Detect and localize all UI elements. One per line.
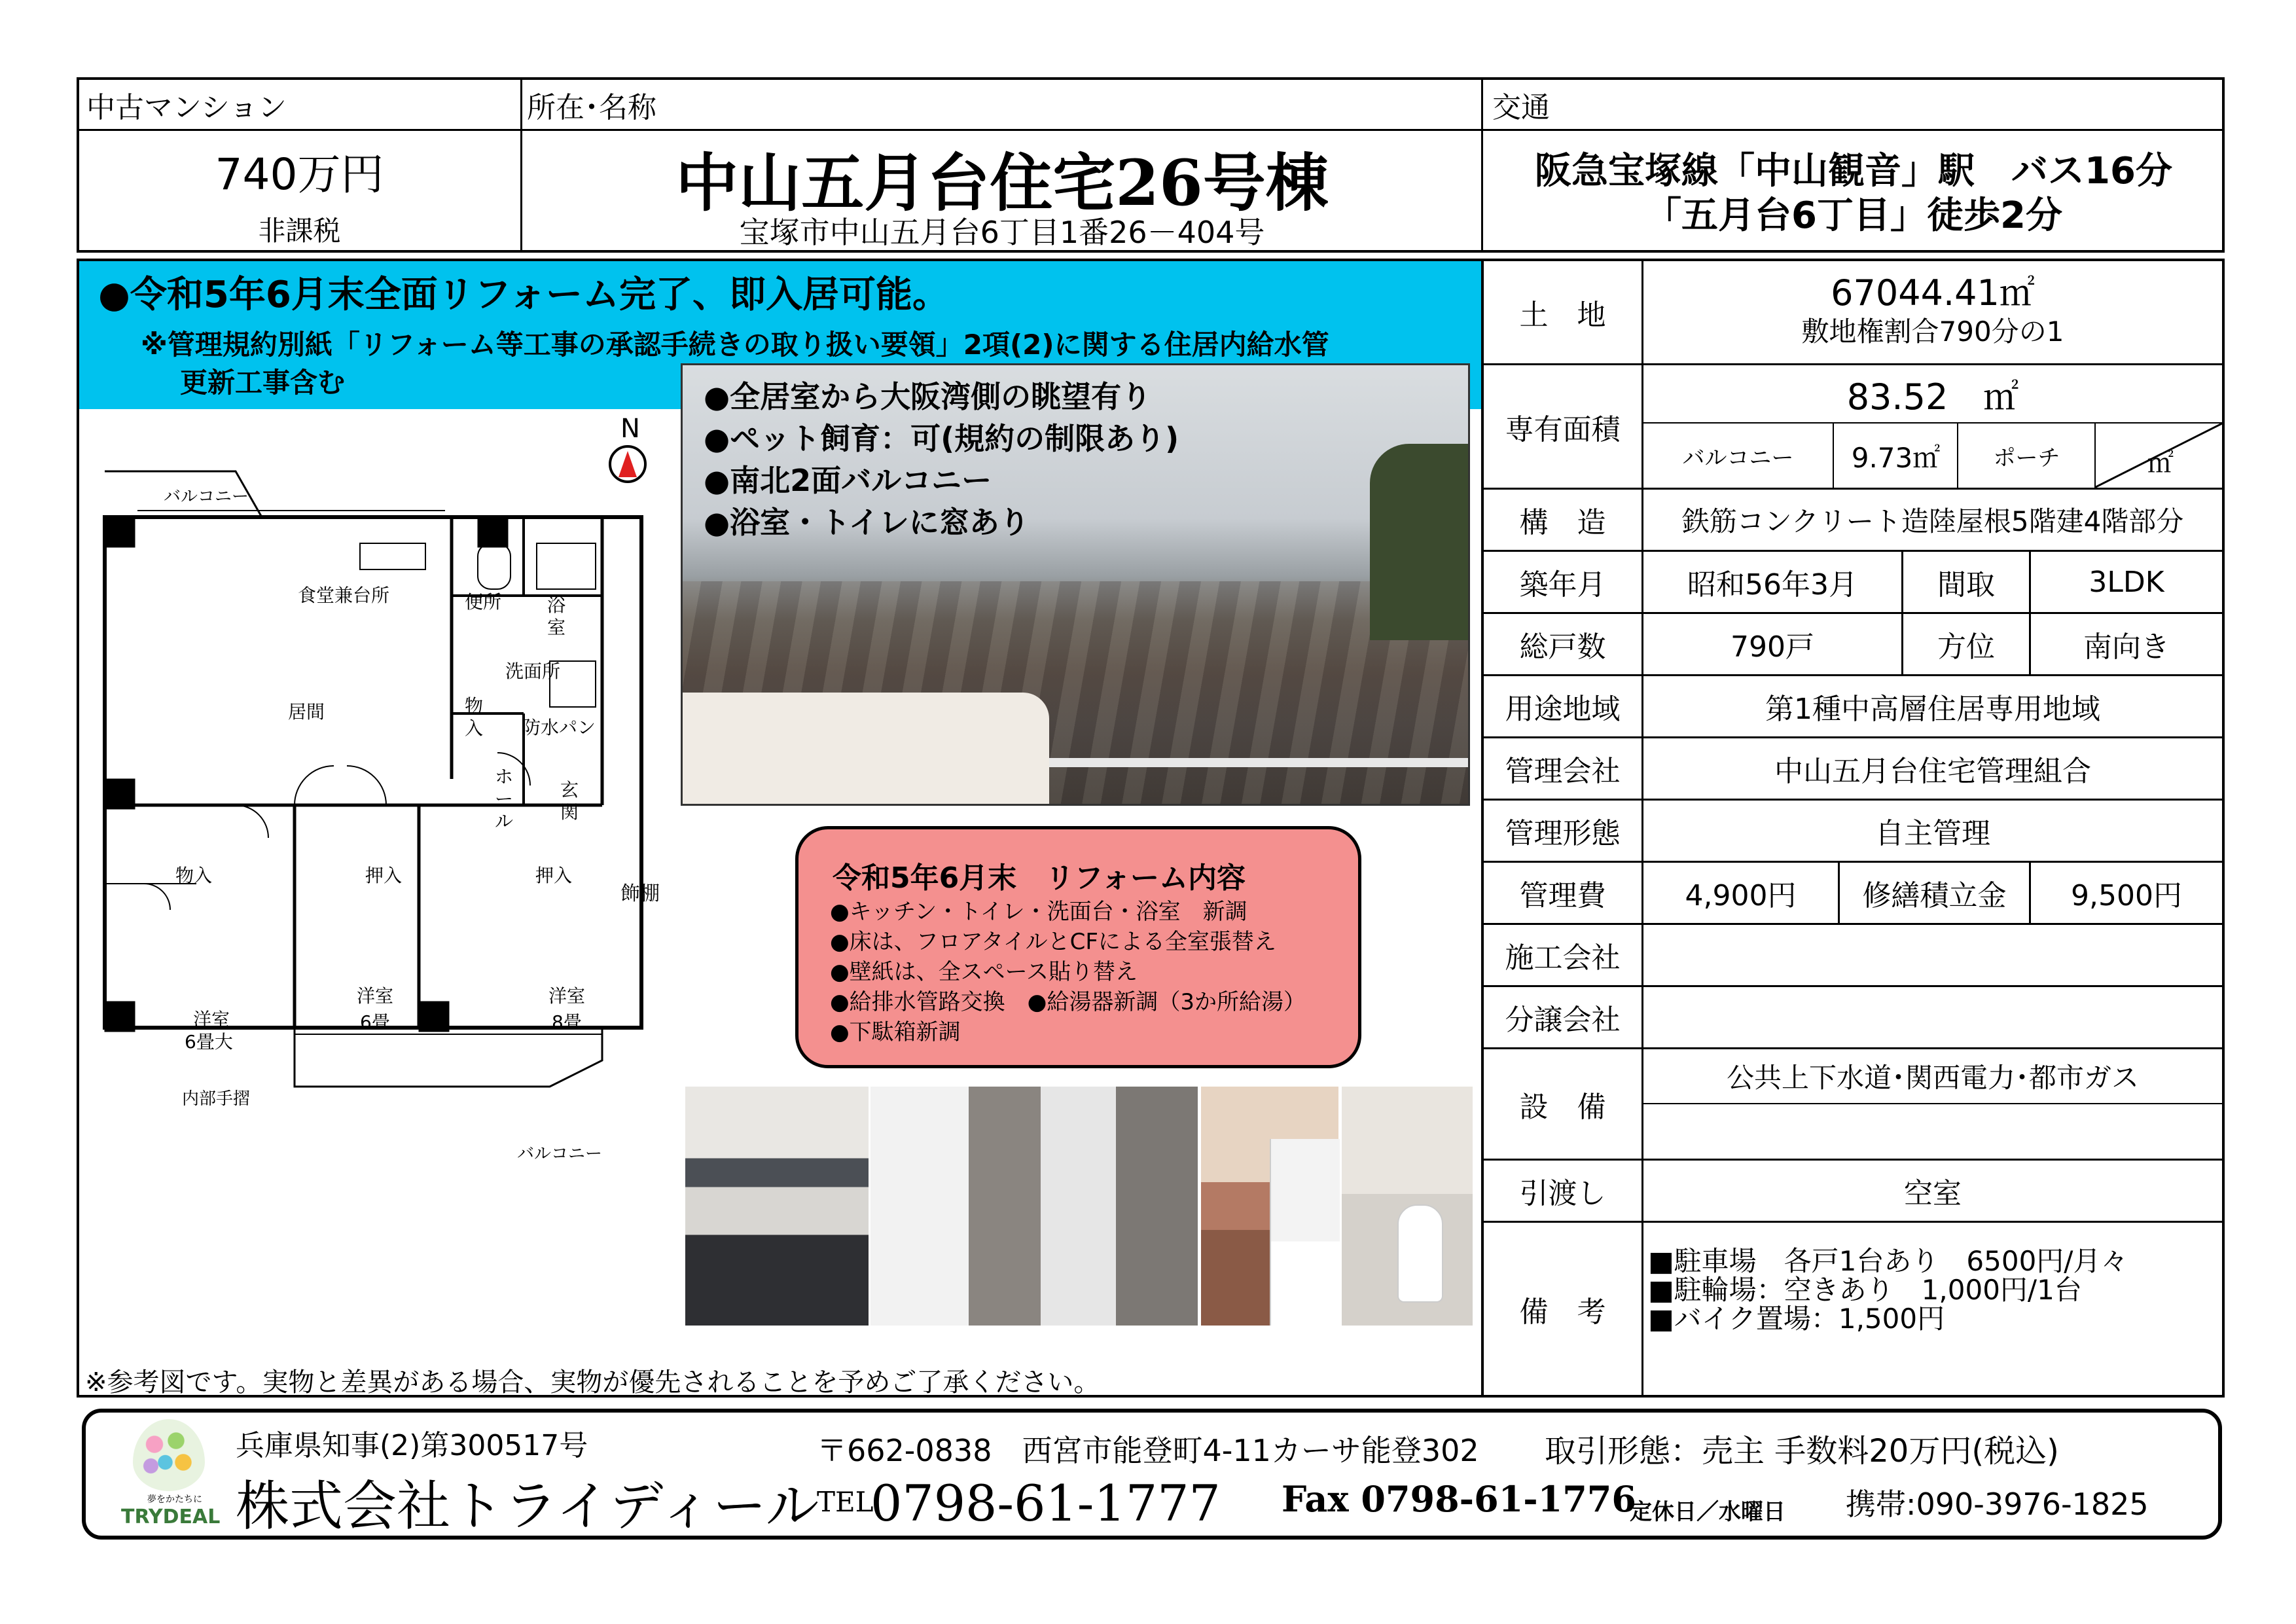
logo-tagline: 夢をかたちに [147, 1494, 202, 1505]
vanity-photo [1270, 1139, 1340, 1326]
holiday: 定休日／水曜日 [1630, 1499, 1785, 1525]
location-label: 所在･名称 [527, 91, 656, 124]
room-3-size: 8畳 [552, 1011, 582, 1033]
balcony-value: 9.73㎡ [1851, 441, 1941, 474]
transport-line-1: 阪急宝塚線「中山観音」駅 バス16分 [1535, 150, 2172, 192]
reform-title: 令和5年6月末 リフォーム内容 [833, 861, 1246, 895]
tel-number: 0798-61-1777 [870, 1474, 1221, 1532]
living-label: 居間 [288, 701, 325, 723]
reform-item-2: ●床は、フロアタイルとCFによる全室張替え [830, 929, 1276, 955]
layout-label: 間取 [1937, 568, 1995, 602]
compass-icon [609, 445, 647, 483]
dining-label: 食堂兼台所 [298, 585, 390, 606]
structure-value: 鉄筋コンクリート造陸屋根5階建4階部分 [1681, 505, 2184, 537]
built-label: 築年月 [1519, 568, 1606, 602]
handover-value: 空室 [1904, 1177, 1962, 1210]
balcony-top-label: バルコニー [164, 487, 249, 507]
company-name: 株式会社トライディール [236, 1475, 819, 1538]
remarks-list [1648, 1247, 2128, 1333]
banner-note-2: 更新工事含む [180, 367, 346, 399]
porch-label: ポーチ [1993, 445, 2060, 471]
bath-label: 浴 室 [547, 594, 566, 638]
handrail-label: 内部手摺 [182, 1089, 251, 1109]
room-1-name: 洋室 [193, 1009, 230, 1030]
bathroom-photo [870, 1087, 1198, 1326]
address: 宝塚市中山五月台6丁目1番26－404号 [739, 215, 1265, 250]
zoning-label: 用途地域 [1505, 693, 1621, 726]
feature-1: ●全居室から大阪湾側の眺望有り [704, 379, 1152, 414]
transport-label: 交通 [1492, 91, 1550, 124]
remarks-label: 備 考 [1519, 1295, 1606, 1329]
land-share: 敷地権割合790分の1 [1801, 316, 2064, 348]
room-3-name: 洋室 [548, 985, 586, 1007]
built-value: 昭和56年3月 [1687, 568, 1857, 602]
land-label: 土 地 [1519, 298, 1606, 332]
license: 兵庫県知事(2)第300517号 [236, 1429, 588, 1462]
facility-value: 公共上下水道･関西電力･都市ガス [1726, 1062, 2139, 1094]
banner-headline: ●令和5年6月末全面リフォーム完了、即入居可能。 [98, 274, 949, 316]
shelf-label: 飾棚 [620, 882, 660, 905]
repair-value: 9,500円 [2071, 879, 2182, 912]
reform-item-3: ●壁紙は、全スペース貼り替え [830, 959, 1138, 985]
porch-value: ㎡ [2147, 448, 2174, 478]
mobile: 携帯:090-3976-1825 [1846, 1487, 2149, 1522]
fee-value: 4,900円 [1685, 879, 1797, 912]
direction-value: 南向き [2083, 630, 2170, 664]
fee-label: 管理費 [1519, 879, 1606, 912]
banner-note-1: ※管理規約別紙「リフォーム等工事の承認手続きの取り扱い要領」2項(2)に関する住居内給水管 [141, 329, 1329, 361]
closet-1-label: 物入 [175, 865, 213, 886]
room-1-size: 6畳大 [185, 1031, 233, 1053]
trade-terms: 取引形態：売主 手数料20万円(税込) [1545, 1433, 2059, 1470]
room-2-name: 洋室 [357, 985, 394, 1007]
disclaimer: ※参考図です。実物と差異がある場合、実物が優先されることを予めご了承ください。 [85, 1367, 1100, 1398]
hall-label: ホ ー ル [495, 766, 514, 832]
structure-label: 構 造 [1519, 506, 1606, 539]
units-label: 総戸数 [1519, 630, 1606, 664]
floor-plan [79, 412, 694, 1191]
layout-value: 3LDK [2089, 565, 2164, 599]
reform-item-5: ●下駄箱新調 [830, 1019, 961, 1045]
balcony-bottom-label: バルコニー [517, 1144, 603, 1164]
compass-north: N [620, 414, 640, 444]
reform-item-4: ●給排水管路交換 ●給湯器新調（3か所給湯） [830, 989, 1306, 1015]
feature-2: ●ペット飼育：可(規約の制限あり) [704, 421, 1179, 456]
reform-items [830, 897, 1306, 1047]
area-label: 専有面積 [1505, 412, 1621, 446]
reform-item-1: ●キッチン・トイレ・洗面台・浴室 新調 [830, 899, 1247, 925]
entrance-label: 玄 関 [560, 779, 579, 823]
room-2-size: 6畳 [360, 1011, 390, 1033]
feature-4: ●浴室・トイレに窓あり [704, 505, 1030, 540]
balcony-label: バルコニー [1682, 445, 1794, 471]
closet-2-label: 押入 [365, 865, 403, 886]
fax-number: Fax 0798-61-1776 [1282, 1478, 1636, 1520]
handover-label: 引渡し [1519, 1177, 1606, 1210]
direction-label: 方位 [1937, 630, 1995, 664]
seller-label: 分譲会社 [1505, 1003, 1621, 1037]
mgmt-type-value: 自主管理 [1875, 817, 1990, 850]
waterproof-pan-label: 防水パン [522, 717, 596, 738]
kitchen-photo [685, 1087, 869, 1326]
postal-address: 〒662-0838 西宮市能登町4-11カーサ能登302 [817, 1433, 1479, 1468]
toilet-photo [1342, 1087, 1473, 1326]
property-name: 中山五月台住宅26号棟 [675, 145, 1329, 220]
remark-2: ■駐輪場：空きあり 1,000円/1台 [1648, 1274, 2082, 1306]
repair-label: 修繕積立金 [1862, 879, 2007, 912]
company-logo [121, 1415, 219, 1533]
mgmt-co-label: 管理会社 [1505, 755, 1621, 788]
builder-label: 施工会社 [1505, 941, 1621, 975]
mgmt-type-label: 管理形態 [1505, 817, 1621, 850]
remark-1: ■駐車場 各戸1台あり 6500円/月々 [1648, 1245, 2128, 1277]
land-area: 67044.41㎡ [1831, 272, 2035, 314]
tel-label: TEL [817, 1486, 874, 1518]
facility-label: 設 備 [1519, 1090, 1606, 1124]
washroom-label: 洗面所 [505, 660, 561, 682]
storage-small-label: 物 入 [465, 695, 484, 739]
features-list [704, 376, 1179, 543]
remark-3: ■バイク置場：1,500円 [1648, 1303, 1945, 1335]
closet-3-label: 押入 [535, 865, 573, 886]
zoning-value: 第1種中高層住居専用地域 [1765, 693, 2100, 726]
feature-3: ●南北2面バルコニー [704, 463, 992, 498]
price: 740万円 [215, 149, 384, 200]
units-value: 790戸 [1731, 630, 1814, 664]
mgmt-co-value: 中山五月台住宅管理組合 [1774, 755, 2091, 788]
category-label: 中古マンション [86, 91, 287, 124]
toilet-label: 便所 [465, 591, 502, 613]
heart-logo-icon [133, 1419, 205, 1491]
transport-line-2: 「五月台6丁目」徒歩2分 [1645, 194, 2062, 237]
logo-text: TRYDEAL [121, 1506, 221, 1528]
tax-note: 非課税 [258, 215, 341, 247]
area-value: 83.52 ㎡ [1846, 376, 2019, 418]
